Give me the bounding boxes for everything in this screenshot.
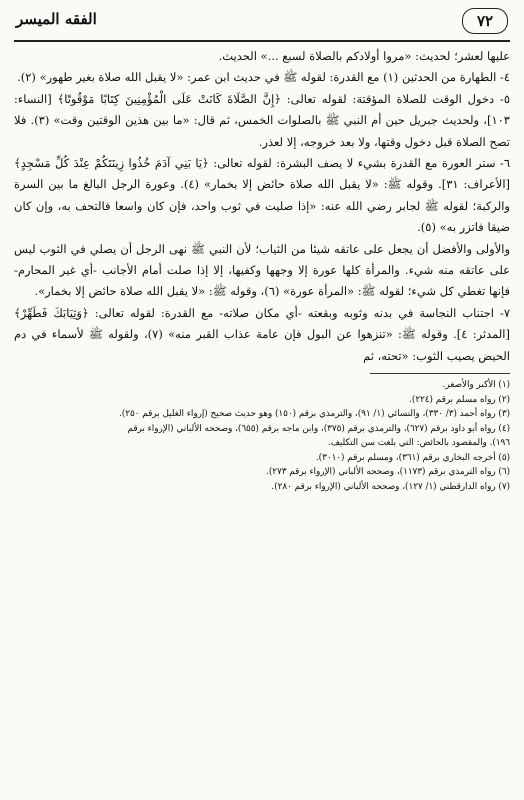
footnotes [14,378,510,494]
book-title: الفقه الميسر [16,10,97,28]
paragraph-3: ٥- دخول الوقت للصلاة المؤقتة: لقوله تعالى: ﴿إِنَّ الصَّلَاةَ كَانَتْ عَلَى الْمُؤْمِنِينَ كِتَابًا مَوْقُوتًا﴾ [النساء: ١٠٣]، ولحديث جبريل حين أم النبي ﷺ بالصلوات الخمس، ثم قال: «ما بين هذين الوقتين وقت» (٣). فلا تصح الصلاة قبل دخول وقتها، ولا بعد خروجه، إلا لعذر. [14,91,510,149]
main-text [14,42,510,367]
page-number: ٧٢ [462,8,508,34]
paragraph-5: والأولى والأفضل أن يجعل على عاتقه شيئا من الثياب؛ لأن النبي ﷺ نهى الرجل أن يصلي في الثوب ليس على عاتقه منه شيء. والمرأة كلها عورة إلا وجهها وكفيها، إلا إذا صلت أمام الأجانب -أي غير المحارم- فإنها تغطي كل شيء؛ لقوله ﷺ: «المرأة عورة» (٦)، وقوله ﷺ: «لا يقبل الله صلاة حائض إلا بخمار». [14,241,510,299]
footnote-separator [370,373,510,374]
paragraph-1: عليها لعشر؛ لحديث: «مروا أولادكم بالصلاة لسبع ...» الحديث. [218,49,510,63]
footnote-4: (٤) رواه أبو داود برقم (٦٢٧)، والترمذي برقم (٣٧٥)، وابن ماجه برقم (٦٥٥)، وصححه الألباني (الإرواء برقم [127,423,510,434]
paragraph-6: ٧- اجتناب النجاسة في بدنه وثوبه وبقعته -أي مكان صلاته- مع القدرة: لقوله تعالى: ﴿وَثِيَابَكَ فَطَهِّرْ﴾ [المدثر: ٤]. وقوله ﷺ: «تنزهوا عن البول فإن عامة عذاب القبر منه» (٧)، ولقوله ﷺ لأسماء في دم الحيض يصيب الثوب: «تحته، ثم [14,305,510,363]
footnote-1: (١) الأكبر والأصغر. [442,380,510,391]
paragraph-2: ٤- الطهارة من الحدثين (١) مع القدرة: لقوله ﷺ في حديث ابن عمر: «لا يقبل الله صلاة بغير طهور» (٢). [17,70,510,85]
footnote-4-cont: ١٩٦). والمقصود بالحائض: التي بلغت سن التكليف. [327,438,510,449]
footnote-2: (٢) رواه مسلم برقم (٢٢٤). [409,394,510,405]
page-header [14,0,510,42]
paragraph-4: ٦- ستر العورة مع القدرة بشيء لا يصف البشرة: لقوله تعالى: ﴿يَا بَنِي آدَمَ خُذُوا زِينَتَكُمْ عِنْدَ كُلِّ مَسْجِدٍ﴾ [الأعراف: ٣١]. وقوله ﷺ: «لا يقبل الله صلاة حائض إلا بخمار» (٤). وعورة الرجل البالغ ما بين السرة والركبة؛ لقوله ﷺ لجابر رضي الله عنه: «إذا صليت في ثوب واحد، فإن كان واسعا فالتحف به، وإن كان ضيقا فاتزر به» (٥). [14,156,510,235]
footnote-3: (٣) رواه أحمد (٣/ ٣٣٠)، والنسائي (١/ ٩١)، والترمذي برقم (١٥٠) وهو حديث صحيح (إرواء الغليل برقم ٢٥٠). [119,409,510,420]
footnote-6: (٦) رواه الترمذي برقم (١١٧٣)، وصححه الألباني (الإرواء برقم ٢٧٣). [266,467,510,478]
footnote-7: (٧) رواه الدارقطني (١/ ١٢٧)، وصححه الألباني (الإرواء برقم ٢٨٠). [271,481,510,492]
footnote-5: (٥) أخرجه البخاري برقم (٣٦١)، ومسلم برقم (٣٠١٠). [315,452,510,463]
